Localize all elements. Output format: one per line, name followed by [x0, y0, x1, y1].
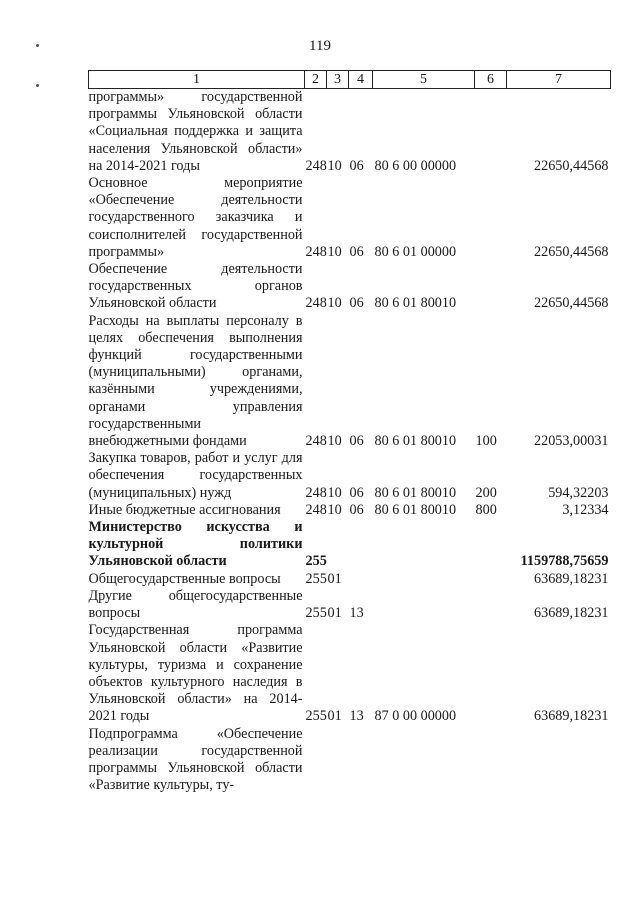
- column-header: 3: [327, 71, 349, 89]
- item-name: Подпрограмма «Обеспечение реализации государственной программы Ульяновской области «Развитие культуры, ту-: [88, 725, 303, 794]
- section-code: 10: [327, 295, 342, 312]
- scan-mark: [36, 44, 39, 47]
- target-article-code: 80 6 01 80010: [374, 295, 457, 312]
- column-header: 1: [89, 71, 305, 89]
- amount: 3,12334: [562, 501, 609, 518]
- section-code: 01: [327, 570, 342, 587]
- amount: 63689,18231: [534, 570, 609, 587]
- admin-code: 248: [305, 433, 327, 450]
- section-code: [327, 519, 349, 571]
- section-code: 01: [327, 708, 342, 725]
- expense-type-code: 800: [475, 501, 497, 518]
- section-code: 01: [327, 605, 342, 622]
- table-body: [89, 89, 611, 795]
- admin-code: 255: [305, 570, 327, 587]
- target-article-code: 80 6 01 80010: [374, 433, 457, 450]
- expense-type-code: [475, 588, 507, 622]
- amount: 63689,18231: [534, 708, 609, 725]
- table-row: [89, 502, 611, 519]
- table-header-row: [89, 71, 611, 89]
- subsection-code: 06: [349, 157, 364, 174]
- amount: 22650,44568: [534, 157, 609, 174]
- page-number: 119: [309, 38, 331, 54]
- expense-type-code: [475, 726, 507, 795]
- item-name: Иные бюджетные ассигнования: [88, 501, 281, 518]
- amount: 63689,18231: [534, 605, 609, 622]
- budget-table: [88, 70, 611, 794]
- item-name: Закупка товаров, работ и услуг для обеспечения государственных (муниципальных) нужд: [88, 450, 303, 501]
- column-header: 5: [373, 71, 475, 89]
- table-row: [89, 571, 611, 588]
- admin-code: 248: [305, 501, 327, 518]
- target-article-code: 80 6 00 00000: [374, 157, 457, 174]
- target-article-code: [373, 726, 475, 795]
- table-row: [89, 519, 611, 571]
- amount: 22650,44568: [534, 295, 609, 312]
- item-name: Общегосударственные вопросы: [88, 570, 281, 587]
- subsection-code: [349, 726, 373, 795]
- section-code: 10: [327, 433, 342, 450]
- item-name: программы» государственной программы Ульяновской области «Социальная поддержка и защита населения Ульяновской области» на 2014-2021 годы: [88, 89, 303, 174]
- table-row: [89, 450, 611, 502]
- item-name: Расходы на выплаты персоналу в целях обеспечения выполнения функций государственными (муниципальными) органами, казёнными учреждениями, органами управления государственными внебюджетными фондами: [88, 312, 303, 450]
- column-header: 6: [475, 71, 507, 89]
- expense-type-code: [475, 622, 507, 725]
- target-article-code: 80 6 01 80010: [374, 484, 457, 501]
- admin-code: 248: [305, 484, 327, 501]
- subsection-code: 06: [349, 243, 364, 260]
- expense-type-code: [475, 89, 507, 176]
- section-code: 10: [327, 501, 342, 518]
- subsection-code: [349, 519, 373, 571]
- amount: 22053,00031: [534, 433, 609, 450]
- subsection-code: 06: [349, 433, 364, 450]
- admin-code: 255: [305, 605, 327, 622]
- item-name: Основное мероприятие «Обеспечение деятельности государственного заказчика и соисполнителей государственной программы»: [88, 175, 303, 260]
- amount: 1159788,75659: [520, 553, 609, 570]
- target-article-code: [373, 571, 475, 588]
- item-name: Обеспечение деятельности государственных органов Ульяновской области: [88, 261, 303, 312]
- column-header: 2: [305, 71, 327, 89]
- item-name: Другие общегосударственные вопросы: [88, 587, 303, 622]
- table-row: [89, 622, 611, 725]
- amount: 594,32203: [548, 484, 609, 501]
- target-article-code: [373, 519, 475, 571]
- expense-type-code: 200: [475, 484, 497, 501]
- scan-mark: [36, 84, 39, 87]
- column-header: 4: [349, 71, 373, 89]
- table-row: [89, 588, 611, 622]
- expense-type-code: 100: [475, 433, 497, 450]
- subsection-code: 06: [349, 484, 364, 501]
- amount: [507, 726, 611, 795]
- table-row: [89, 726, 611, 795]
- target-article-code: 80 6 01 00000: [374, 243, 457, 260]
- admin-code: 255: [305, 553, 327, 570]
- subsection-code: 06: [349, 501, 364, 518]
- subsection-code: [349, 571, 373, 588]
- admin-code: 255: [305, 708, 327, 725]
- section-code: 10: [327, 157, 342, 174]
- section-code: 10: [327, 243, 342, 260]
- table-row: [89, 175, 611, 261]
- table-row: [89, 261, 611, 313]
- subsection-code: 13: [349, 708, 364, 725]
- admin-code: 248: [305, 157, 327, 174]
- expense-type-code: [475, 571, 507, 588]
- admin-code: 248: [305, 243, 327, 260]
- section-code: 10: [327, 484, 342, 501]
- column-header: 7: [507, 71, 611, 89]
- expense-type-code: [475, 261, 507, 313]
- item-name: Министерство искусства и культурной политики Ульяновской области: [88, 519, 303, 570]
- section-code: [327, 726, 349, 795]
- amount: 22650,44568: [534, 243, 609, 260]
- expense-type-code: [475, 519, 507, 571]
- expense-type-code: [475, 175, 507, 261]
- table-row: [89, 89, 611, 176]
- item-name: Государственная программа Ульяновской области «Развитие культуры, туризма и сохранение объектов культурного наследия в Ульяновской области» на 2014-2021 годы: [88, 622, 303, 725]
- subsection-code: 06: [349, 295, 364, 312]
- admin-code: [305, 726, 327, 795]
- target-article-code: 80 6 01 80010: [374, 501, 457, 518]
- target-article-code: [373, 588, 475, 622]
- table-row: [89, 313, 611, 451]
- target-article-code: 87 0 00 00000: [374, 708, 457, 725]
- admin-code: 248: [305, 295, 327, 312]
- subsection-code: 13: [349, 605, 364, 622]
